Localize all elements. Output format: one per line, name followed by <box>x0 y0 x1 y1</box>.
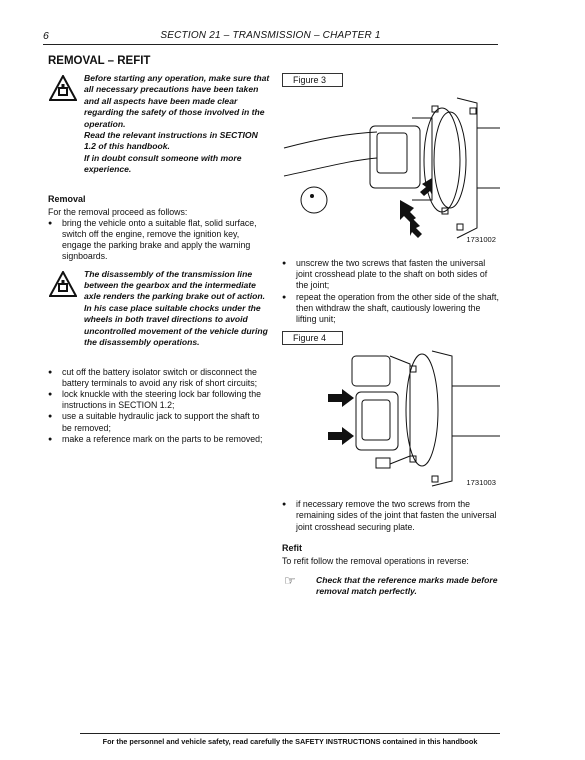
warning-block-2 <box>48 269 270 349</box>
page-number: 6 <box>43 30 49 42</box>
removal-heading: Removal <box>48 193 86 204</box>
warning-text: In his case place suitable chocks under the wheels in both travel directions to avoid uncontrolled movement of the vehicle during the disassembly operations. <box>84 302 268 348</box>
removal-intro: For the removal proceed as follows: <box>48 206 188 217</box>
list-item: ● make a reference mark on the parts to be removed; <box>48 434 270 445</box>
warning-text: If in doubt consult someone with more experience. <box>84 152 242 175</box>
figure-3-code: 1731002 <box>466 235 496 244</box>
warning-triangle-icon <box>49 75 77 101</box>
refit-intro: To refit follow the removal operations in reverse: <box>282 555 469 566</box>
removal-steps-a <box>48 218 270 263</box>
section-title: REMOVAL – REFIT <box>48 55 151 67</box>
footer-safety-notice: For the personnel and vehicle safety, read carefully the SAFETY INSTRUCTIONS contained in this handbook <box>102 737 478 746</box>
removal-steps-d <box>282 499 500 533</box>
left-column <box>48 55 270 445</box>
list-item: ● lock knuckle with the steering lock bar following the instructions in SECTION 1.2; <box>48 389 270 411</box>
figure-3 <box>282 88 500 248</box>
note-text: Check that the reference marks made before removal match perfectly. <box>316 575 498 597</box>
warning-text: The disassembly of the transmission line between the gearbox and the intermediate axle renders the parking brake out of action. <box>84 268 265 302</box>
removal-steps-b <box>48 367 270 445</box>
header-rule <box>43 44 498 45</box>
header-title: SECTION 21 – TRANSMISSION – CHAPTER 1 <box>160 30 381 41</box>
figure-3-label: Figure 3 <box>282 73 343 87</box>
list-item: ● bring the vehicle onto a suitable flat, solid surface, switch off the engine, remove the ignition key, engage the parking brake and apply the warning signboards. <box>48 218 270 263</box>
list-item: ● if necessary remove the two screws from the remaining sides of the joint that fasten the universal joint crosshead securing plate. <box>282 499 500 533</box>
right-column <box>282 70 500 598</box>
list-item: ● unscrew the two screws that fasten the universal joint crosshead plate to the shaft on both sides of the joint; <box>282 258 500 292</box>
warning-text: Before starting any operation, make sure that all necessary precautions have been taken and all aspects have been made clear regarding the safety of those involved in the operation. <box>84 73 270 129</box>
warning-triangle-icon <box>49 271 77 297</box>
transmission-shaft-illustration <box>282 88 500 248</box>
pointing-hand-icon: ☞ <box>284 573 296 589</box>
removal-steps-c <box>282 258 500 325</box>
universal-joint-illustration <box>282 346 500 491</box>
warning-block-1 <box>48 73 270 176</box>
refit-note <box>282 575 500 598</box>
list-item: ● cut off the battery isolator switch or disconnect the battery terminals to avoid any risk of short circuits; <box>48 367 270 389</box>
refit-heading: Refit <box>282 542 302 553</box>
warning-text: Read the relevant instructions in SECTION 1.2 of this handbook. <box>84 130 258 152</box>
list-item: ● repeat the operation from the other side of the shaft, then withdraw the shaft, cautiously lowering the lifting unit; <box>282 292 500 326</box>
footer-rule <box>80 733 500 734</box>
list-item: ● use a suitable hydraulic jack to support the shaft to be removed; <box>48 411 270 433</box>
figure-4-label: Figure 4 <box>282 331 343 345</box>
figure-4 <box>282 346 500 491</box>
figure-4-code: 1731003 <box>466 478 496 488</box>
